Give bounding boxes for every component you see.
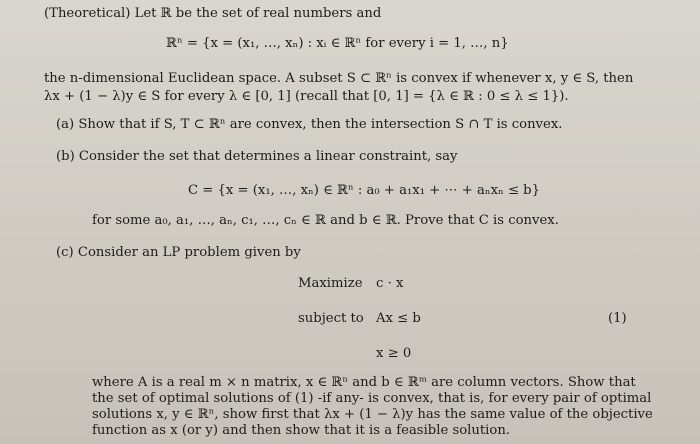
part-b-set-definition: C = {x = (x₁, …, xₙ) ∈ ℝⁿ : a₀ + a₁x₁ + ⋯ + aₙxₙ ≤ b} [188,183,541,198]
lp-subject-expression: Ax ≤ b [376,311,421,326]
lp-subject-label: subject to [298,311,364,326]
part-c-line-2: where A is a real m × n matrix, x ∈ ℝⁿ and b ∈ ℝᵐ are column vectors. Show that [92,375,636,390]
lp-maximize-expression: c · x [376,276,404,291]
part-a: (a) Show that if S, T ⊂ ℝⁿ are convex, then the intersection S ∩ T is convex. [56,117,563,132]
part-c-line-1: (c) Consider an LP problem given by [56,245,301,260]
lp-nonnegativity: x ≥ 0 [376,346,412,361]
convex-definition-line-1: the n-dimensional Euclidean space. A subset S ⊂ ℝⁿ is convex if whenever x, y ∈ S, then [44,71,634,86]
intro-line: (Theoretical) Let ℝ be the set of real numbers and [44,6,382,21]
lp-equation-number: (1) [608,311,627,326]
part-c-line-4: solutions x, y ∈ ℝⁿ, show first that λx + (1 − λ)y has the same value of the objective [92,407,653,422]
part-b-line-1: (b) Consider the set that determines a linear constraint, say [56,149,458,164]
part-b-line-2: for some a₀, a₁, …, aₙ, c₁, …, cₙ ∈ ℝ and b ∈ ℝ. Prove that C is convex. [92,213,559,228]
part-c-line-3: the set of optimal solutions of (1) -if any- is convex, that is, for every pair of optimal [92,391,652,406]
part-c-line-5: function as x (or y) and then show that it is a feasible solution. [92,423,511,438]
rn-definition: ℝⁿ = {x = (x₁, …, xₙ) : xᵢ ∈ ℝⁿ for every i = 1, …, n} [166,36,509,51]
convex-definition-line-2: λx + (1 − λ)y ∈ S for every λ ∈ [0, 1] (recall that [0, 1] = {λ ∈ ℝ : 0 ≤ λ ≤ 1}). [44,89,569,104]
lp-maximize-label: Maximize [298,276,363,291]
